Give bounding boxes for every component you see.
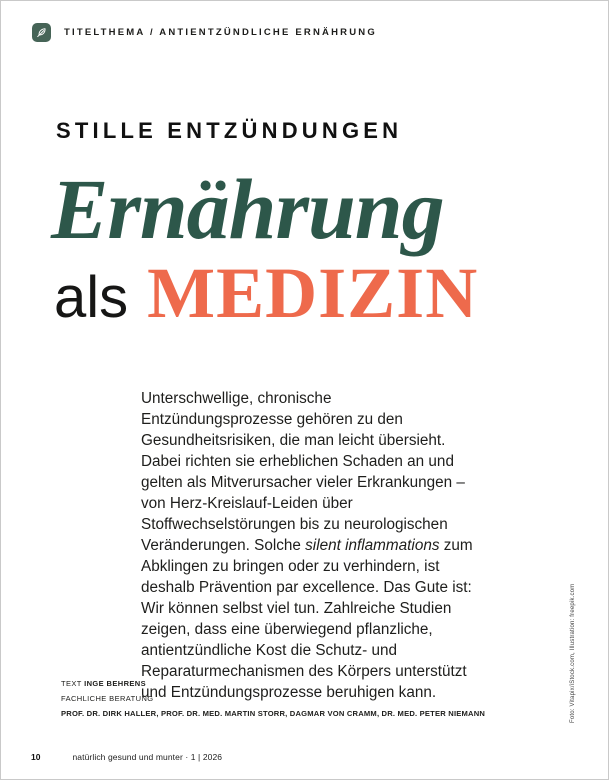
magazine-name: natürlich gesund und munter · 1 | 2026 bbox=[72, 752, 223, 762]
footer bbox=[31, 752, 222, 762]
topic-label: TITELTHEMA / ANTIENTZÜNDLICHE ERNÄHRUNG bbox=[64, 27, 377, 38]
intro-paragraph bbox=[141, 388, 477, 703]
consulting-names: PROF. DR. DIRK HALLER, PROF. DR. MED. MARTIN STORR, DAGMAR VON CRAMM, DR. MED. PETER NIEMANN bbox=[61, 709, 486, 718]
text-credit-name: INGE BEHRENS bbox=[84, 679, 147, 688]
kicker: STILLE ENTZÜNDUNGEN bbox=[56, 118, 403, 143]
intro-part2: zum Abklingen zu bringen oder zu verhindern, ist deshalb Prävention par excellence. Das Gute ist: Wir können selbst viel tun. Zahlreiche Studien zeigen, dass eine überwiegend pflanzliche, antientzündliche Kost die Schutz- und Reparaturmechanismen des Körpers unterstützt und Entzündungsprozesse beruhigen kann. bbox=[141, 537, 473, 702]
credits-block bbox=[61, 677, 485, 720]
leaf-icon bbox=[32, 23, 51, 42]
text-credit bbox=[61, 677, 485, 690]
main-title-line-2 bbox=[54, 253, 479, 335]
title-main: MEDIZIN bbox=[147, 253, 479, 333]
main-title-line-1: Ernährung bbox=[51, 161, 444, 257]
intro-italic-phrase: silent inflammations bbox=[305, 537, 440, 555]
topic-header bbox=[32, 23, 377, 42]
photo-credit: Foto: Vitapix/iStock.com, Illustration: freepik.com bbox=[570, 583, 576, 723]
title-prefix: als bbox=[54, 265, 129, 330]
page-number: 10 bbox=[31, 752, 41, 762]
text-credit-label: TEXT bbox=[61, 679, 85, 688]
intro-part1: Unterschwellige, chronische Entzündungsprozesse gehören zu den Gesundheitsrisiken, die man leicht übersieht. Dabei richten sie erheblichen Schaden an und gelten als Mitverursacher vieler Erkrankungen – von Herz-Kreislauf-Leiden über Stoffwechselstörungen bis zu neurologischen Veränderungen. Solche bbox=[141, 390, 465, 555]
consulting-label: FACHLICHE BERATUNG bbox=[61, 694, 154, 703]
